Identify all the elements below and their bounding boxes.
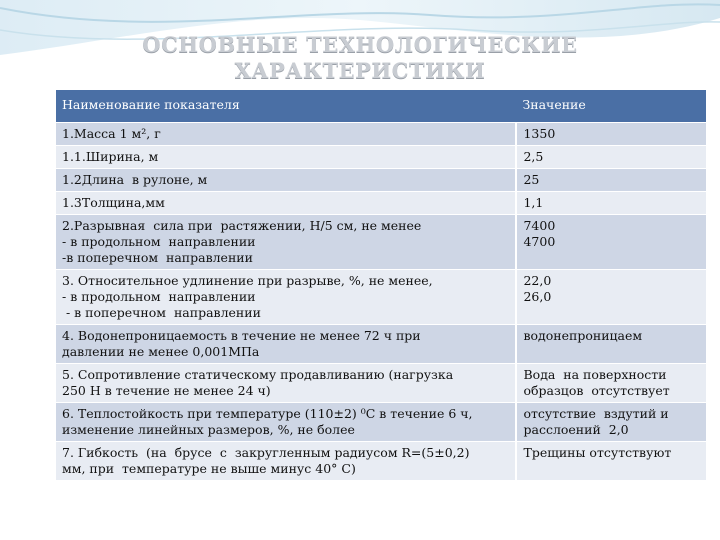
row-value-line: расслоений 2,0 [523,422,629,437]
table-row [56,123,706,146]
row-value-line: Вода на поверхности [523,367,667,382]
row-name-line: 5. Сопротивление статическому продавливанию (нагрузка [62,367,454,382]
row-value-cell [516,192,706,215]
row-name-cell [56,192,516,215]
row-value-cell [516,325,706,364]
row-value-line: 2,5 [523,149,544,164]
row-value-line: Трещины отсутствуют [523,445,672,460]
row-name-cell [56,270,516,325]
row-name-line: -в поперечном направлении [62,250,253,265]
row-name-line: 1.2Длина в рулоне, м [62,172,208,187]
table-row [56,325,706,364]
row-name-line: изменение линейных размеров, %, не более [62,422,355,437]
row-name-line: 6. Теплостойкость при температуре (110±2) ⁰С в течение 6 ч, [62,406,473,421]
row-value-line: водонепроницаем [523,328,643,343]
row-name-line: 1.1.Ширина, м [62,149,159,164]
row-value-line: 22,0 [523,273,552,288]
table-row [56,364,706,403]
row-name-cell [56,215,516,270]
row-name-cell [56,442,516,481]
row-name-line: 250 Н в течение не менее 24 ч) [62,383,271,398]
row-value-cell [516,270,706,325]
row-value-cell [516,442,706,481]
row-value-cell [516,146,706,169]
row-name-cell [56,169,516,192]
table-header-row [56,90,706,123]
table-row [56,169,706,192]
page-title [0,32,720,84]
row-value-line: 1350 [523,126,556,141]
row-value-cell [516,403,706,442]
row-name-cell [56,364,516,403]
title-line-1: ОСНОВНЫЕ ТЕХНОЛОГИЧЕСКИЕ [142,32,578,57]
row-name-line: - в продольном направлении [62,289,256,304]
row-name-line: 4. Водонепроницаемость в течение не менее 72 ч при [62,328,421,343]
row-value-cell [516,123,706,146]
table-row [56,215,706,270]
row-value-cell [516,169,706,192]
row-name-line: давлении не менее 0,001МПа [62,344,260,359]
row-value-line: 1,1 [523,195,544,210]
row-value-cell [516,364,706,403]
row-value-line: 25 [523,172,540,187]
row-name-cell [56,325,516,364]
table-row [56,146,706,169]
row-value-line: отсутствие вздутий и [523,406,669,421]
title-line-2: ХАРАКТЕРИСТИКИ [234,58,486,83]
row-name-line: - в поперечном направлении [62,305,261,320]
row-value-cell [516,215,706,270]
row-value-line: 4700 [523,234,556,249]
row-name-line: - в продольном направлении [62,234,256,249]
row-name-cell [56,403,516,442]
row-name-cell [56,146,516,169]
row-value-line: 26,0 [523,289,552,304]
table-row [56,192,706,215]
row-name-line: 7. Гибкость (на брусе с закругленным радиусом R=(5±0,2) [62,445,470,460]
row-name-line: 2.Разрывная сила при растяжении, Н/5 см, не менее [62,218,422,233]
table-row [56,270,706,325]
row-name-line: 3. Относительное удлинение при разрыве, %, не менее, [62,273,433,288]
row-value-line: образцов отсутствует [523,383,670,398]
table-row [56,403,706,442]
row-name-line: мм, при температуре не выше минус 40° С) [62,461,356,476]
header-value: Значение [516,90,706,123]
row-name-cell [56,123,516,146]
row-name-line: 1.3Толщина,мм [62,195,165,210]
table-row [56,442,706,481]
characteristics-table [56,90,706,481]
row-value-line: 7400 [523,218,556,233]
row-name-line: 1.Масса 1 м², г [62,126,161,141]
header-name: Наименование показателя [56,90,516,123]
